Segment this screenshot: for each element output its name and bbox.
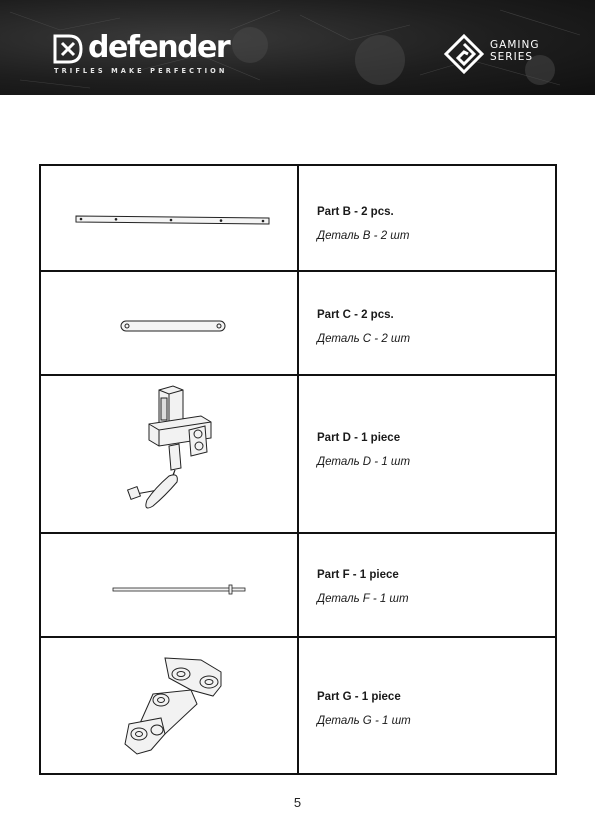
part-c-image-cell xyxy=(41,272,299,374)
part-row-d xyxy=(41,376,555,534)
part-d-name-ru: Деталь D - 1 шт xyxy=(317,456,411,468)
part-b-image-cell xyxy=(41,166,299,270)
gaming-series-text xyxy=(490,39,539,63)
part-b-name-ru: Деталь B - 2 шт xyxy=(317,230,410,242)
part-c-text-cell xyxy=(317,272,547,374)
part-b-text-cell xyxy=(317,166,547,270)
part-g-bracket-illustration xyxy=(41,638,297,773)
part-g-name-ru: Деталь G - 1 шт xyxy=(317,715,411,727)
part-c-name-en: Part C - 2 pcs. xyxy=(317,309,394,321)
part-row-c xyxy=(41,272,555,376)
part-c-name-ru: Деталь C - 2 шт xyxy=(317,333,411,345)
defender-logo-icon xyxy=(53,34,83,64)
part-d-mechanism-illustration xyxy=(41,376,297,532)
part-g-name-en: Part G - 1 piece xyxy=(317,691,401,703)
part-f-rod-illustration xyxy=(41,534,297,636)
parts-table xyxy=(39,164,557,775)
page-header xyxy=(0,0,595,95)
brand-name: defender xyxy=(88,30,230,65)
gaming-label: GAMING xyxy=(490,39,540,51)
part-d-name-en: Part D - 1 piece xyxy=(317,432,401,444)
page-number: 5 xyxy=(293,795,302,810)
part-g-text-cell xyxy=(317,638,547,773)
part-f-image-cell xyxy=(41,534,299,636)
part-f-name-en: Part F - 1 piece xyxy=(317,569,399,581)
part-d-text-cell xyxy=(317,376,547,532)
gaming-series-logo-icon xyxy=(444,34,484,74)
part-g-image-cell xyxy=(41,638,299,773)
part-f-text-cell xyxy=(317,534,547,636)
part-f-name-ru: Деталь F - 1 шт xyxy=(317,593,409,605)
part-b-bar-illustration xyxy=(41,166,297,270)
series-label: SERIES xyxy=(490,51,533,63)
part-b-name-en: Part B - 2 pcs. xyxy=(317,206,394,218)
part-c-link-illustration xyxy=(41,272,297,374)
part-d-image-cell xyxy=(41,376,299,532)
part-row-f xyxy=(41,534,555,638)
brand-tagline: TRIFLES MAKE PERFECTION xyxy=(54,67,228,75)
part-row-b xyxy=(41,166,555,272)
part-row-g xyxy=(41,638,555,773)
